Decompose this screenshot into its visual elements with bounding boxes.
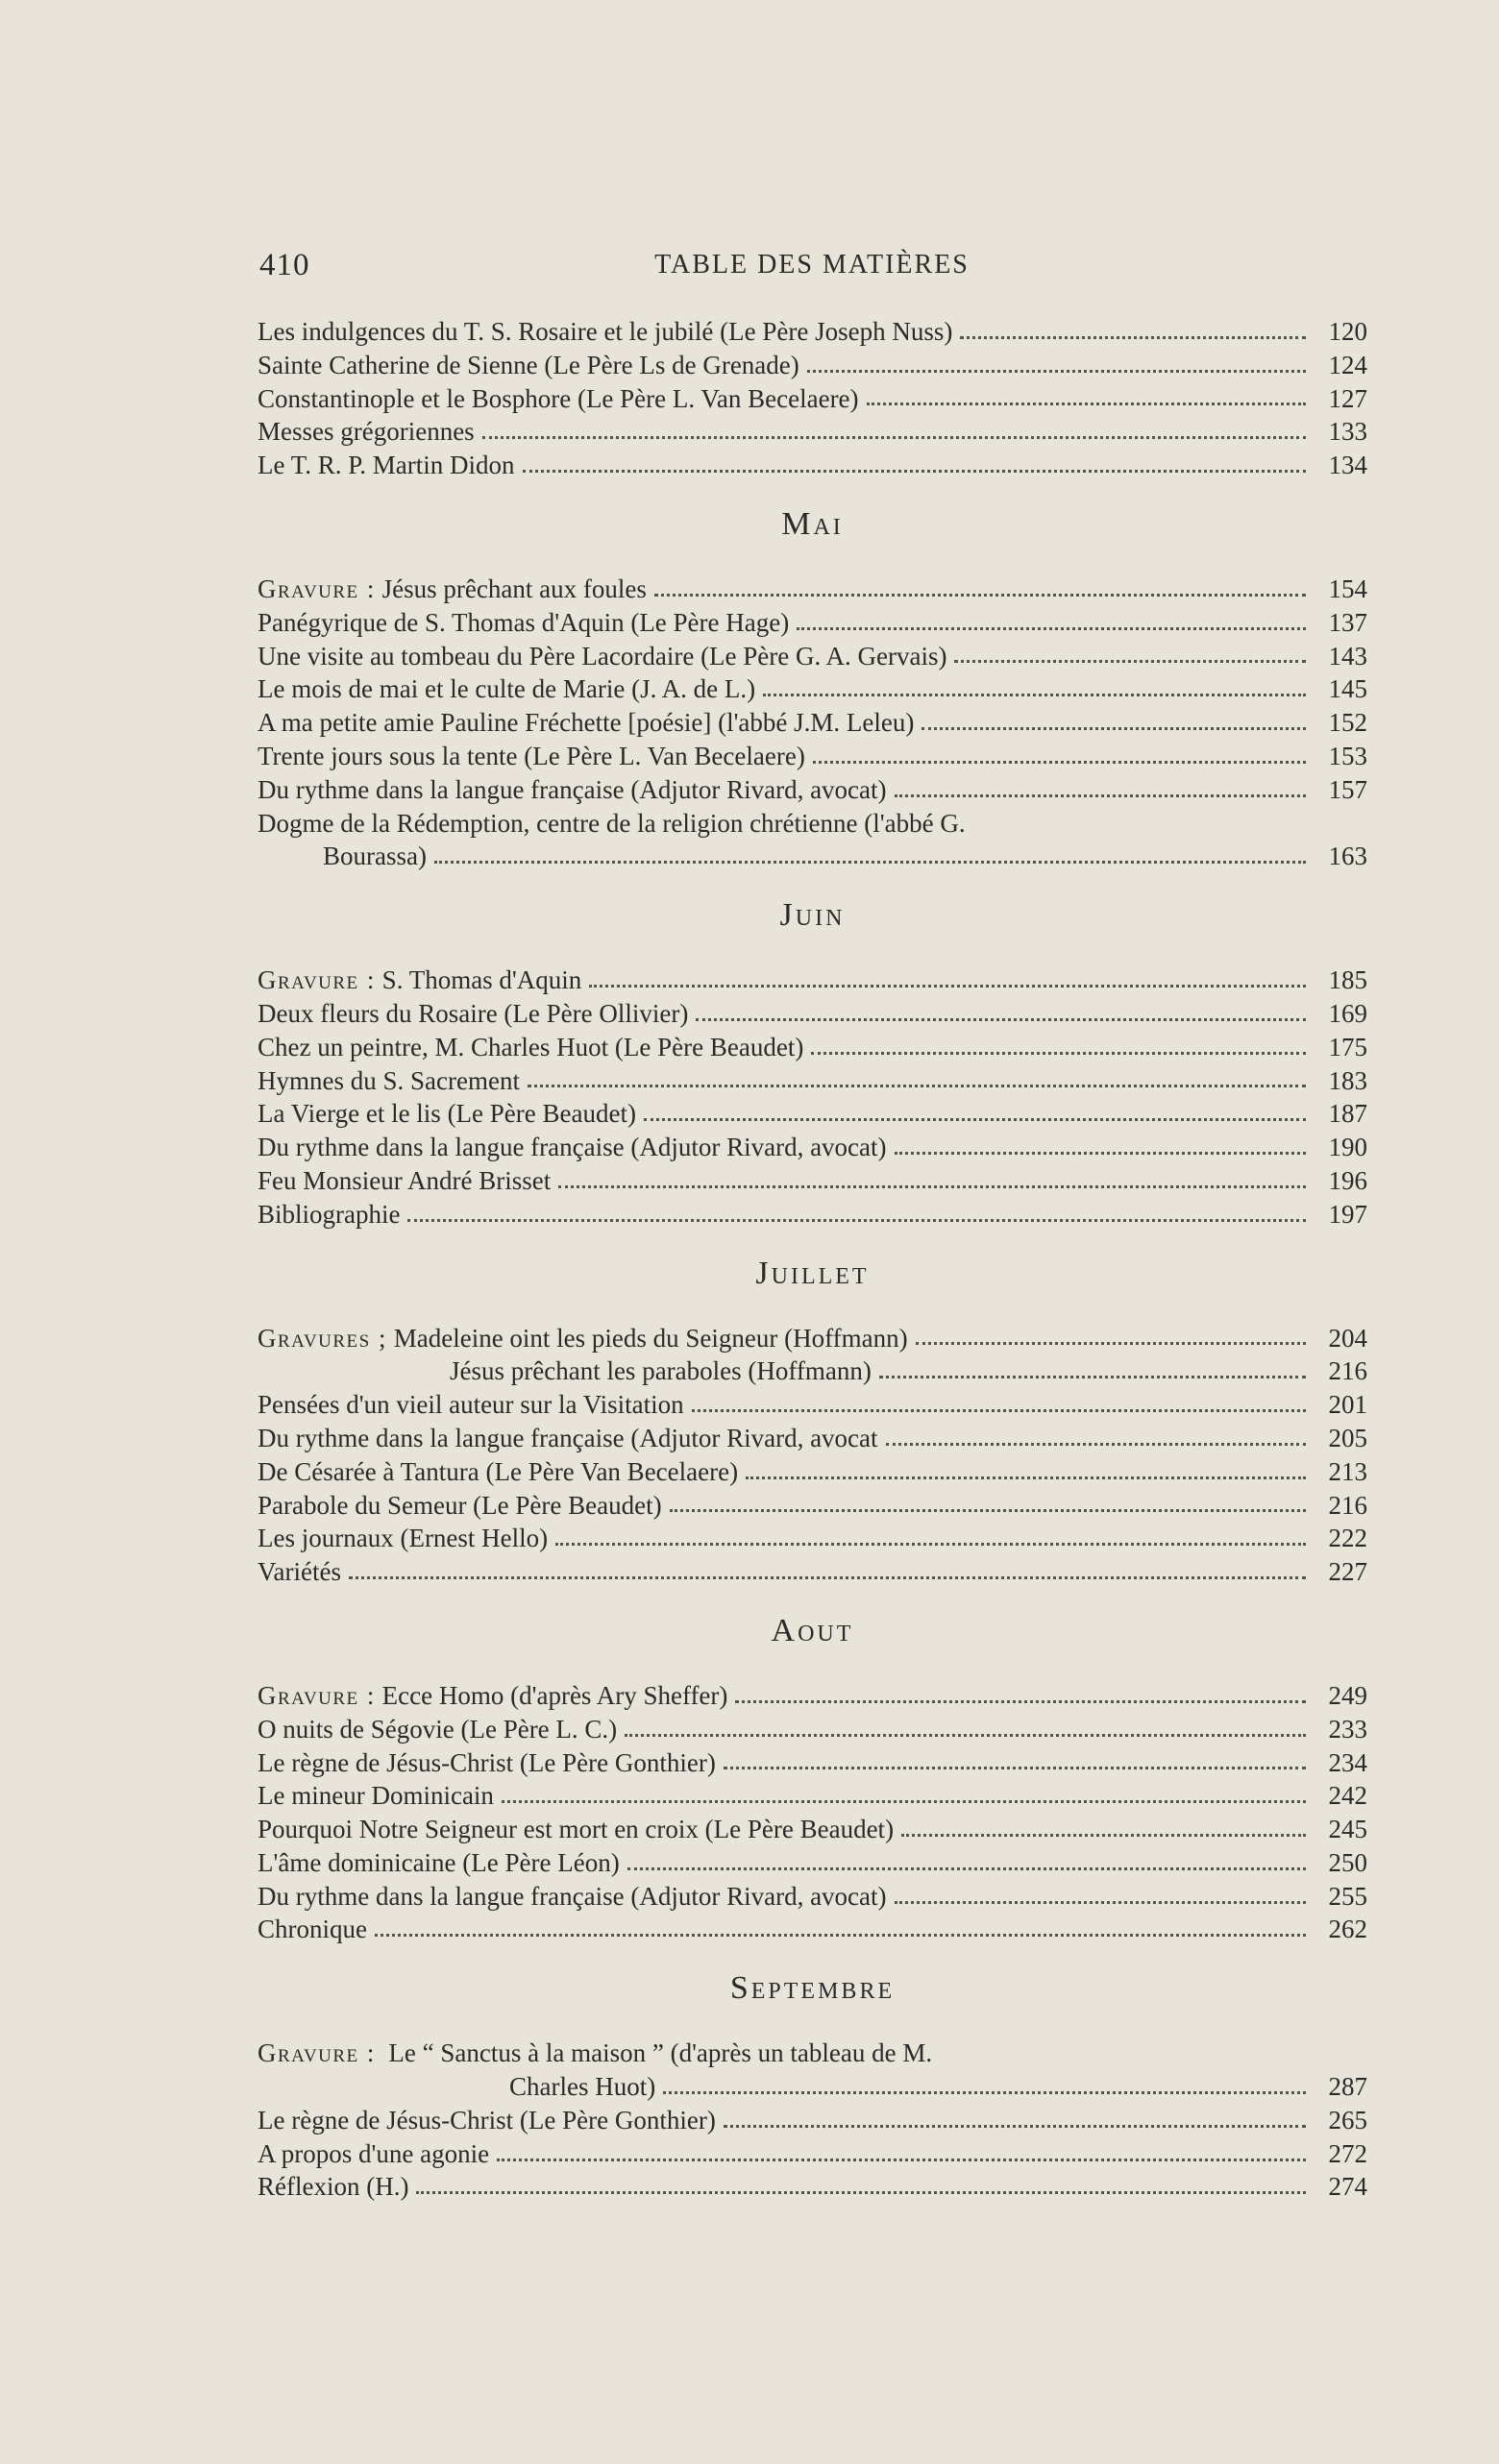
aout-list	[258, 1679, 1367, 1946]
toc-entry: Les journaux (Ernest Hello) 222	[258, 1524, 1367, 1553]
toc-entry: A propos d'une agonie 272	[258, 2138, 1367, 2168]
toc-entry: Trente jours sous la tente (Le Père L. Van Becelaere) 153	[258, 741, 1367, 770]
gravure-entry: Gravure : S. Thomas d'Aquin 185	[258, 965, 1367, 995]
toc-entry: Les indulgences du T. S. Rosaire et le jubilé (Le Père Joseph Nuss) 120	[258, 317, 1367, 346]
toc-entry: Réflexion (H.) 274	[258, 2172, 1367, 2202]
toc-entry: Le mois de mai et le culte de Marie (J. A. de L.) 145	[258, 674, 1367, 704]
toc-entry: La Vierge et le lis (Le Père Beaudet) 187	[258, 1099, 1367, 1129]
toc-entry: A ma petite amie Pauline Fréchette [poésie] (l'abbé J.M. Leleu) 152	[258, 708, 1367, 738]
toc-entry: Bibliographie 197	[258, 1199, 1367, 1229]
mai-list	[258, 573, 1367, 873]
avril-list	[258, 315, 1367, 482]
gravure-entry: Gravure : Jésus prêchant aux foules 154	[258, 573, 1367, 603]
section-heading-mai: Mai	[781, 505, 844, 542]
section-heading-juin: Juin	[779, 897, 846, 934]
toc-entry: Deux fleurs du Rosaire (Le Père Ollivier) 169	[258, 998, 1367, 1028]
gravure-entry: Gravures ; Madeleine oint les pieds du Seigneur (Hoffmann) 204	[258, 1323, 1367, 1353]
toc-entry: Feu Monsieur André Brisset 196	[258, 1165, 1367, 1195]
toc-entry: De Césarée à Tantura (Le Père Van Becelaere) 213	[258, 1456, 1367, 1486]
page-header	[259, 248, 1364, 286]
gravure-entry-2: Jésus prêchant les paraboles (Hoffmann) 216	[450, 1356, 1367, 1386]
toc-entry: Hymnes du S. Sacrement 183	[258, 1065, 1367, 1095]
toc-entry: Une visite au tombeau du Père Lacordaire (Le Père G. A. Gervais) 143	[258, 641, 1367, 671]
toc-entry: L'âme dominicaine (Le Père Léon) 250	[258, 1847, 1367, 1877]
gravure-entry-line1: Gravure : Le “ Sanctus à la maison ” (d'après un tableau de M.	[258, 2038, 933, 2068]
toc-entry: Constantinople et le Bosphore (Le Père L. Van Becelaere) 127	[258, 383, 1367, 413]
toc-entry: Messes grégoriennes 133	[258, 417, 1367, 447]
gravure-entry-line2: Charles Huot) 287	[509, 2072, 1367, 2102]
toc-entry: Le règne de Jésus-Christ (Le Père Gonthier) 265	[258, 2105, 1367, 2135]
section-heading-septembre: Septembre	[729, 1970, 896, 2007]
toc-entry-line2: Bourassa) 163	[323, 842, 1367, 871]
juin-list	[258, 964, 1367, 1231]
toc-entry: Du rythme dans la langue française (Adjutor Rivard, avocat) 255	[258, 1881, 1367, 1911]
toc-entry-line1: Dogme de la Rédemption, centre de la religion chrétienne (l'abbé G.	[258, 808, 966, 838]
toc-entry: Du rythme dans la langue française (Adjutor Rivard, avocat) 190	[258, 1133, 1367, 1162]
toc-entry: Le mineur Dominicain 242	[258, 1781, 1367, 1811]
section-heading-juillet: Juillet	[755, 1255, 870, 1291]
toc-entry: Du rythme dans la langue française (Adjutor Rivard, avocat) 157	[258, 774, 1367, 804]
toc-entry: Parabole du Semeur (Le Père Beaudet) 216	[258, 1490, 1367, 1520]
toc-entry: Le T. R. P. Martin Didon 134	[258, 451, 1367, 480]
toc-entry: Chronique 262	[258, 1915, 1367, 1944]
toc-entry: O nuits de Ségovie (Le Père L. C.) 233	[258, 1714, 1367, 1744]
septembre-list	[258, 2037, 1367, 2204]
running-title: TABLE DES MATIÈRES	[654, 250, 970, 280]
table-of-contents	[258, 315, 1367, 2204]
toc-entry: Du rythme dans la langue française (Adjutor Rivard, avocat 205	[258, 1423, 1367, 1452]
toc-entry: Pourquoi Notre Seigneur est mort en croix (Le Père Beaudet) 245	[258, 1815, 1367, 1844]
juillet-list	[258, 1322, 1367, 1589]
gravure-entry: Gravure : Ecce Homo (d'après Ary Sheffer) 249	[258, 1680, 1367, 1710]
toc-entry: Chez un peintre, M. Charles Huot (Le Père Beaudet) 175	[258, 1032, 1367, 1061]
toc-entry: Panégyrique de S. Thomas d'Aquin (Le Père Hage) 137	[258, 607, 1367, 637]
page-number: 410	[259, 248, 310, 282]
toc-entry: Sainte Catherine de Sienne (Le Père Ls de Grenade) 124	[258, 350, 1367, 379]
toc-entry: Variétés 227	[258, 1557, 1367, 1587]
section-heading-aout: Aout	[771, 1612, 854, 1648]
toc-entry: Pensées d'un vieil auteur sur la Visitation 201	[258, 1390, 1367, 1420]
toc-entry: Le règne de Jésus-Christ (Le Père Gonthier) 234	[258, 1747, 1367, 1777]
